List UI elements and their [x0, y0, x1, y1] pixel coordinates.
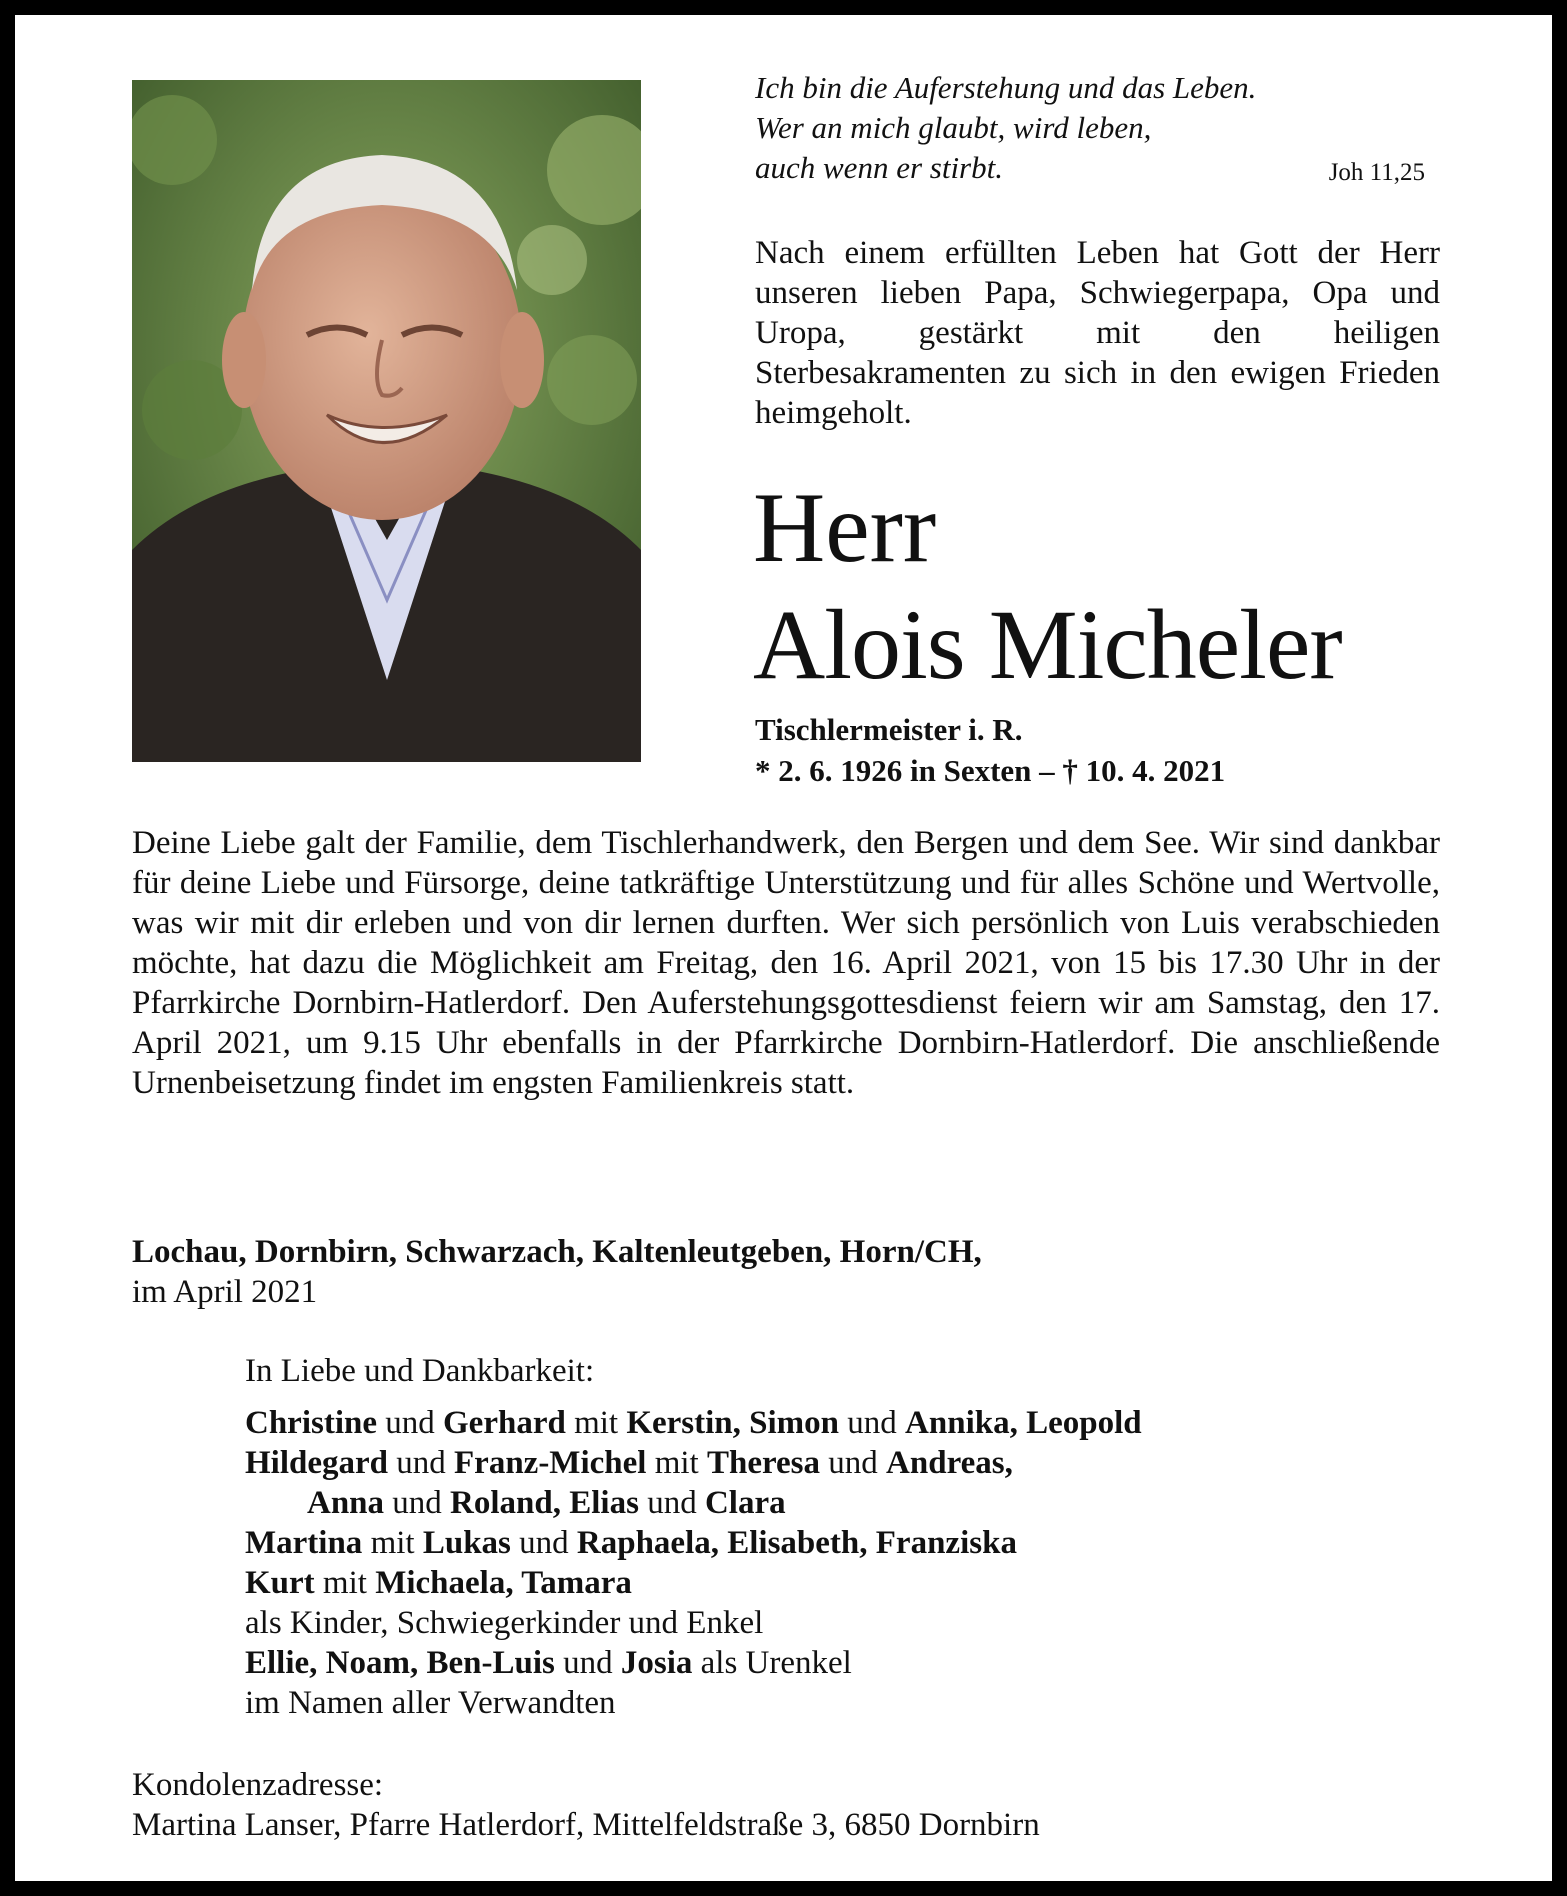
signer-connector: mit	[565, 1405, 627, 1441]
signer-name: Hildegard	[245, 1445, 389, 1481]
signer-name: Clara	[704, 1485, 786, 1521]
quote-reference: Joh 11,25	[1328, 159, 1425, 186]
signer-name: Raphaela, Elisabeth, Franziska	[576, 1525, 1017, 1561]
intro-paragraph: Nach einem erfüllten Leben hat Gott der Herr unseren lieben Papa, Schwiegerpapa, Opa und Uropa, gestärkt mit den heiligen Sterbesakramenten zu sich in den ewigen Frieden heimgeholt.	[755, 235, 1440, 431]
condolence-block	[132, 1765, 1040, 1845]
signer-connector: und	[839, 1405, 906, 1441]
signer-connector: und	[384, 1485, 451, 1521]
signer-connector: und	[377, 1405, 443, 1441]
quote-line: Wer an mich glaubt, wird leben,	[755, 110, 1152, 145]
signer-connector: und	[554, 1645, 621, 1681]
signer-row	[245, 1643, 1445, 1683]
signer-name: Lukas	[422, 1525, 511, 1561]
signer-name: Annika, Leopold	[905, 1405, 1142, 1441]
signer-connector: und	[820, 1445, 887, 1481]
signer-connector: mit	[646, 1445, 707, 1481]
signer-connector: mit	[314, 1565, 376, 1601]
portrait-photo	[132, 80, 641, 762]
signer-row	[245, 1563, 1445, 1603]
signer-name: Anna	[307, 1485, 385, 1521]
signer-connector: und	[510, 1525, 577, 1561]
signers-heading: In Liebe und Dankbarkeit:	[245, 1353, 595, 1389]
signer-name: Michaela, Tamara	[375, 1565, 632, 1601]
signer-row	[245, 1523, 1445, 1563]
signer-name: Kurt	[245, 1565, 315, 1601]
signer-name: Josia	[620, 1645, 693, 1681]
signer-name: Gerhard	[443, 1405, 566, 1441]
signer-connector: und	[638, 1485, 705, 1521]
signer-name: Kerstin, Simon	[626, 1405, 840, 1441]
signer-name: Andreas,	[886, 1445, 1013, 1481]
signer-connector: und	[388, 1445, 455, 1481]
salutation: Herr	[753, 472, 937, 583]
signer-name: Roland, Elias	[450, 1485, 639, 1521]
place-list: Lochau, Dornbirn, Schwarzach, Kaltenleutgeben, Horn/CH,	[132, 1234, 982, 1270]
signer-row	[245, 1443, 1445, 1483]
signer-connector: mit	[362, 1525, 423, 1561]
condolence-label: Kondolenzadresse:	[132, 1767, 384, 1803]
signer-rows	[245, 1403, 1445, 1723]
body-paragraph: Deine Liebe galt der Familie, dem Tischlerhandwerk, den Bergen und dem See. Wir sind dankbar für deine Liebe und Fürsorge, deine tatkräftige Unterstützung und für alles Schöne und Wertvolle, was wir mit dir erleben und von dir lernen durften. Wer sich persönlich von Luis verabschieden möchte, hat dazu die Möglichkeit am Freitag, den 16. April 2021, von 15 bis 17.30 Uhr in der Pfarrkirche Dornbirn-Hatlerdorf. Den Auferstehungsgottesdienst feiern wir am Samstag, den 17. April 2021, um 9.15 Uhr ebenfalls in der Pfarrkirche Dornbirn-Hatlerdorf. Die anschließende Urnenbeisetzung findet im engsten Familienkreis statt.	[132, 825, 1440, 1101]
life-dates: * 2. 6. 1926 in Sexten – † 10. 4. 2021	[755, 753, 1226, 788]
obituary-notice	[15, 15, 1552, 1881]
signer-name: Franz-Michel	[454, 1445, 647, 1481]
deceased-name: Alois Micheler	[753, 589, 1342, 700]
signer-connector: als Urenkel	[692, 1645, 852, 1681]
signer-name: Christine	[245, 1405, 377, 1441]
bible-quote	[755, 68, 1425, 188]
signer-row	[245, 1483, 1445, 1523]
quote-line: auch wenn er stirbt.	[755, 150, 1003, 185]
signer-name: Theresa	[706, 1445, 821, 1481]
condolence-address: Martina Lanser, Pfarre Hatlerdorf, Mittelfeldstraße 3, 6850 Dornbirn	[132, 1807, 1040, 1843]
place-date: im April 2021	[132, 1274, 318, 1310]
signer-name: Martina	[245, 1525, 363, 1561]
quote-line: Ich bin die Auferstehung und das Leben.	[755, 70, 1257, 105]
signer-row	[245, 1683, 1445, 1723]
portrait-photo-icon	[132, 80, 641, 762]
signer-connector: im Namen aller Verwandten	[245, 1685, 616, 1721]
signer-connector: als Kinder, Schwiegerkinder und Enkel	[245, 1605, 764, 1641]
occupation: Tischlermeister i. R.	[755, 712, 1023, 747]
signer-row	[245, 1403, 1445, 1443]
signer-row	[245, 1603, 1445, 1643]
signer-name: Ellie, Noam, Ben-Luis	[245, 1645, 555, 1681]
signers-block	[245, 1351, 1445, 1723]
